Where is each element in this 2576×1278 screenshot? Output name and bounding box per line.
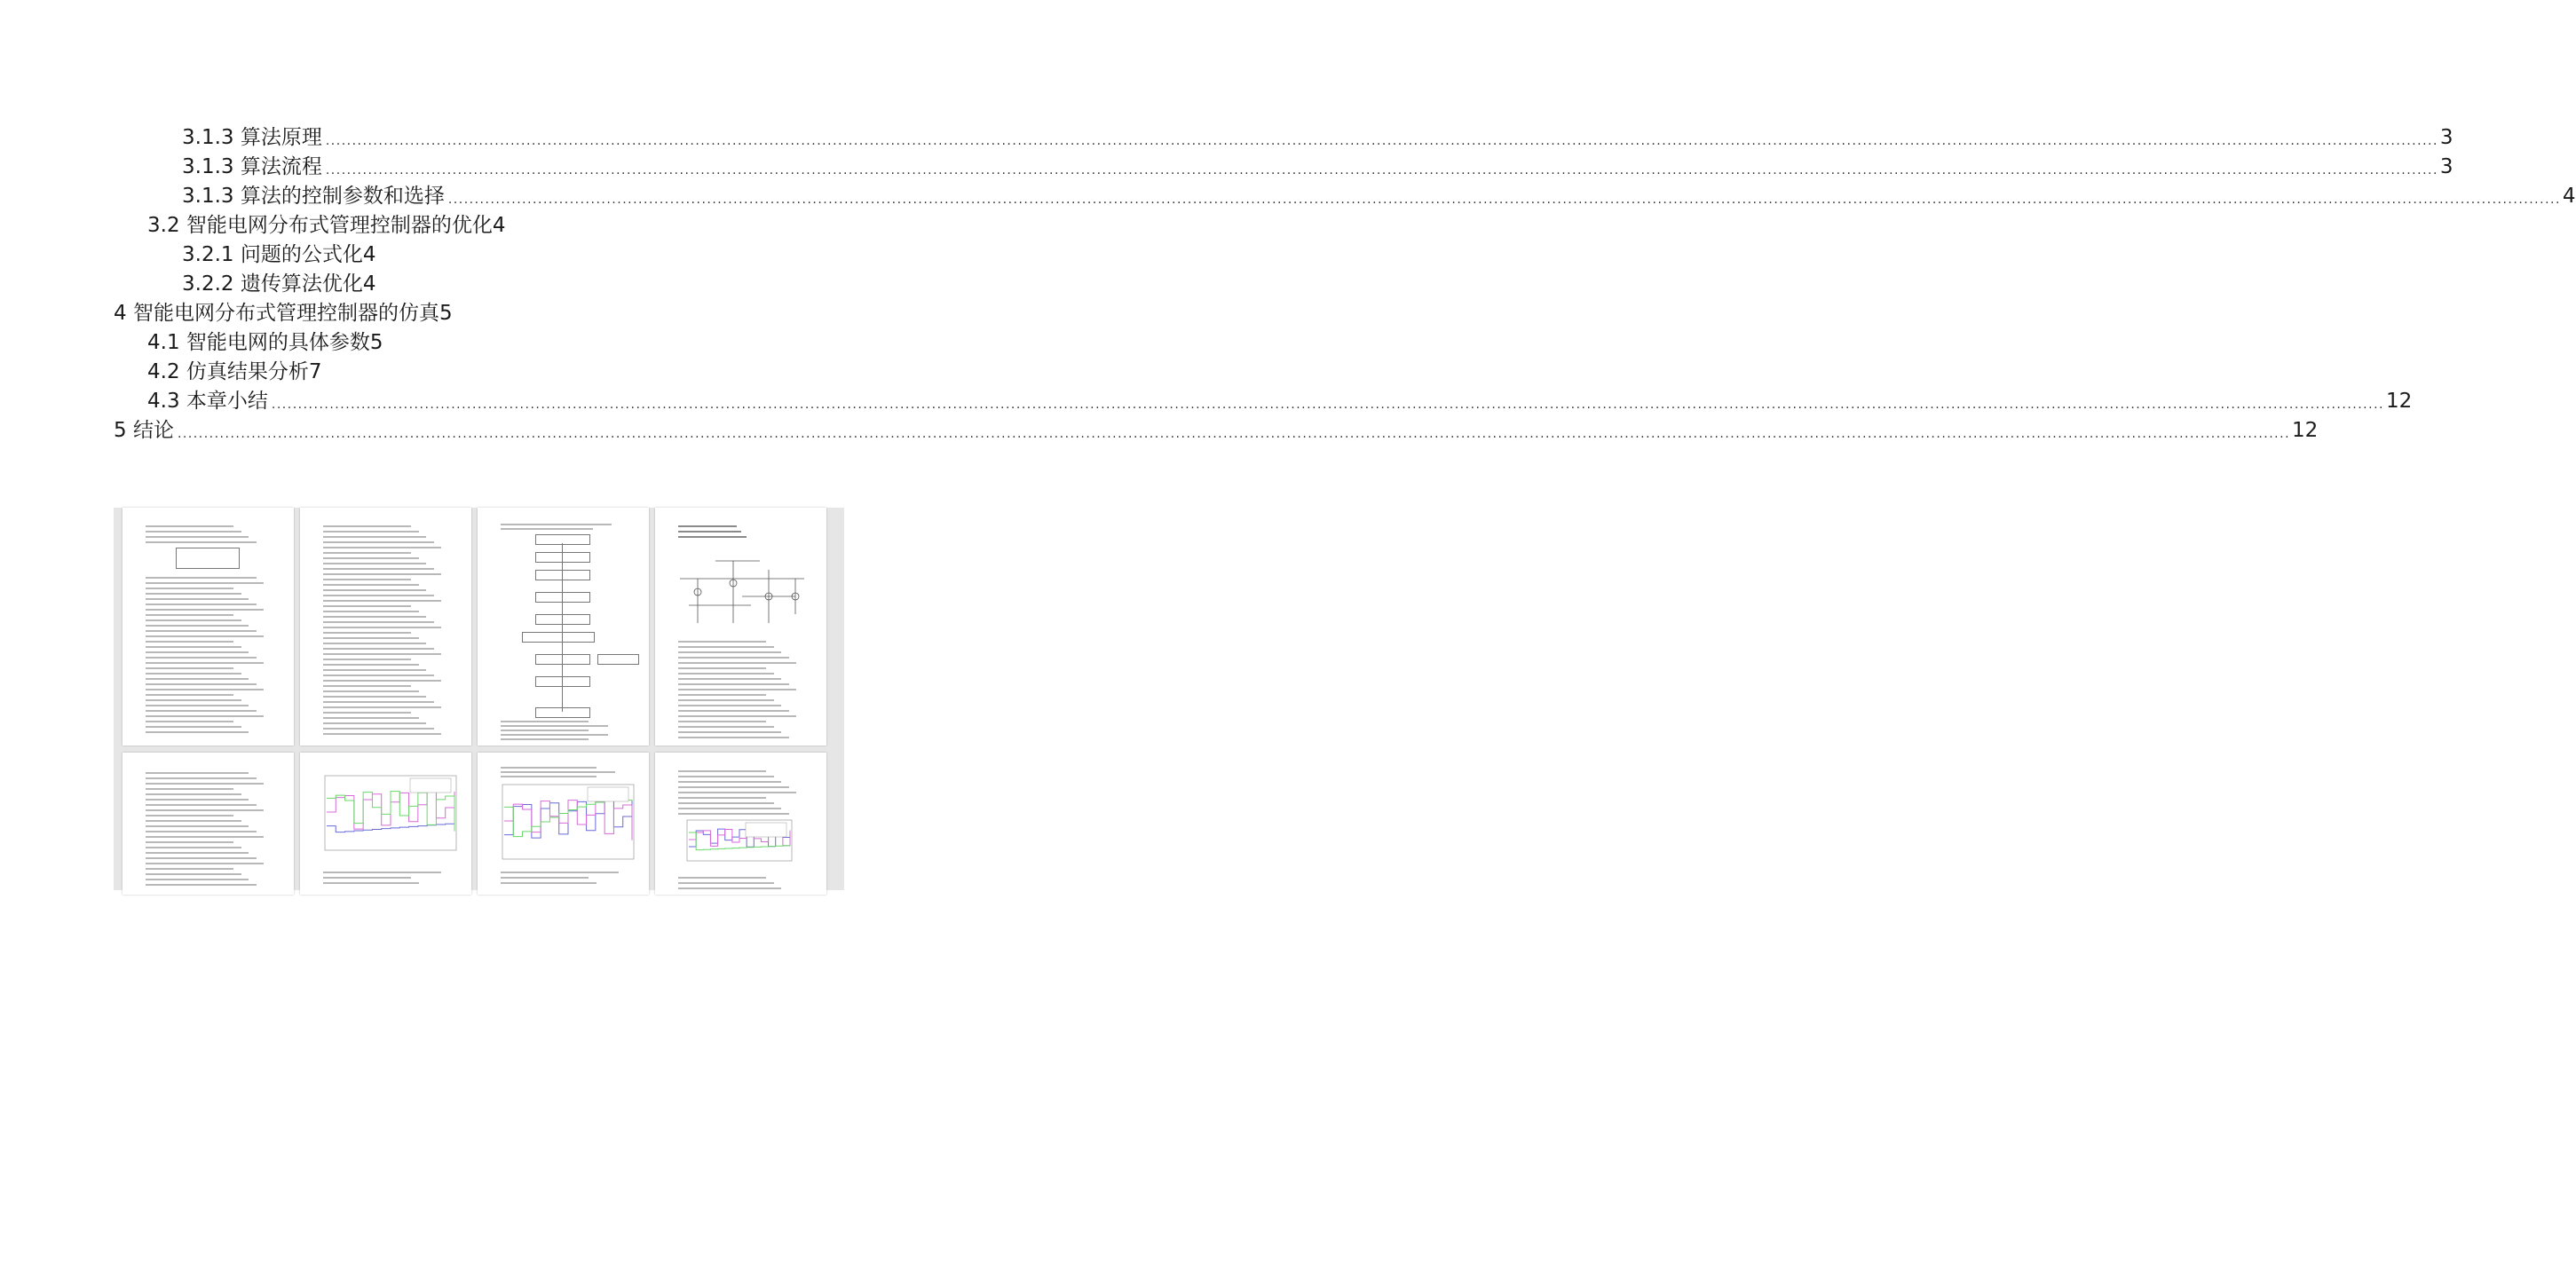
thumb-text-line (678, 646, 774, 648)
toc-entry[interactable] (182, 122, 2454, 153)
thumb-text-line (146, 625, 249, 627)
thumb-flow-connector (562, 543, 563, 712)
thumb-text-line (146, 868, 233, 870)
thumb-text-line (323, 579, 411, 580)
thumb-text-line (323, 595, 434, 596)
thumb-chart-legend (746, 823, 786, 837)
thumb-text-line (678, 641, 766, 643)
thumb-text-line (323, 632, 411, 634)
thumb-flow-box (535, 592, 590, 603)
thumb-text-line (146, 884, 257, 886)
thumb-text-line (146, 857, 257, 859)
thumb-text-line (501, 730, 589, 731)
thumb-text-line (146, 710, 257, 712)
thumb-text-line (323, 680, 441, 682)
thumb-text-line (678, 776, 774, 777)
toc-entry-label: 4 智能电网分布式管理控制器的仿真5 (114, 302, 453, 325)
thumb-text-line (146, 731, 249, 733)
thumb-flow-box (535, 654, 590, 665)
thumb-text-line (678, 651, 781, 653)
thumb-text-line (323, 733, 441, 735)
thumb-text-line (323, 722, 426, 724)
toc-leader-dots: ................................................................................................................................................................................................................................................................................................................................................................................................................ (325, 163, 2438, 178)
thumb-text-line (678, 786, 789, 788)
page-thumb-8[interactable] (655, 753, 826, 895)
thumb-text-line (146, 831, 257, 832)
toc-page-number: 3 (2439, 126, 2454, 149)
thumb-text-line (323, 659, 411, 660)
toc-entry-label: 5 结论 (114, 419, 174, 442)
thumb-text-line (323, 557, 419, 559)
thumb-text-line (146, 825, 249, 827)
thumb-text-line (146, 783, 264, 785)
thumb-text-line (323, 605, 411, 607)
thumb-text-line (146, 593, 241, 595)
thumb-text-line (678, 657, 789, 659)
thumb-text-line (146, 836, 264, 838)
thumb-text-line (146, 772, 249, 774)
thumb-text-line (678, 781, 781, 783)
toc-entry-label: 3.1.3 算法流程 (182, 155, 322, 178)
thumb-flow-box (522, 632, 595, 643)
thumb-text-line (146, 598, 249, 600)
toc-entry[interactable] (114, 415, 2319, 446)
thumb-text-line (323, 696, 426, 698)
thumb-text-line (146, 726, 241, 728)
toc-entry-label: 3.2.2 遗传算法优化4 (182, 272, 376, 296)
thumb-text-line (678, 797, 766, 799)
toc-page-number: 3 (2439, 155, 2454, 178)
thumb-text-line (146, 604, 257, 605)
thumb-chart-legend (588, 787, 628, 801)
thumb-text-line (146, 651, 249, 653)
thumb-text-line (146, 841, 233, 843)
thumb-text-line (678, 710, 789, 712)
thumb-text-line (146, 673, 241, 674)
thumb-text-line (678, 694, 766, 696)
thumb-text-line (678, 808, 781, 809)
thumb-text-line (323, 616, 426, 618)
thumb-text-line (323, 882, 419, 884)
thumb-text-line (501, 872, 619, 873)
thumb-text-line (146, 541, 257, 543)
thumb-text-line (678, 673, 774, 674)
page-thumb-2[interactable] (300, 508, 471, 746)
toc-page-number: 12 (2385, 390, 2413, 413)
thumb-text-line (146, 683, 257, 685)
thumb-text-line (323, 706, 441, 708)
thumb-text-line (146, 657, 257, 659)
thumb-text-line (146, 820, 241, 822)
thumb-text-line (323, 531, 419, 532)
toc-entry-label: 4.2 仿真结果分析7 (147, 360, 322, 383)
thumb-text-line (501, 528, 593, 530)
toc-entry[interactable] (182, 152, 2454, 182)
thumb-text-line (146, 609, 264, 611)
thumb-text-line (678, 802, 774, 804)
toc-entry[interactable] (182, 181, 2576, 211)
page-thumb-6[interactable] (300, 753, 471, 895)
thumb-text-line (323, 717, 419, 719)
thumb-text-line (146, 635, 264, 637)
thumb-text-line (501, 524, 612, 525)
thumb-text-line (678, 531, 741, 532)
thumb-text-line (323, 712, 411, 714)
thumb-text-line (678, 721, 766, 722)
thumb-text-line (323, 611, 419, 612)
thumb-flow-box (535, 676, 590, 687)
thumb-text-line (678, 699, 774, 701)
thumb-flow-box (535, 552, 590, 563)
toc-entry-label: 3.2.1 问题的公式化4 (182, 243, 376, 266)
thumb-text-line (323, 728, 434, 730)
thumb-text-line (146, 536, 249, 538)
thumb-text-line (678, 792, 796, 793)
thumb-text-line (146, 630, 257, 632)
thumb-text-line (678, 536, 747, 538)
toc-entry[interactable] (182, 240, 375, 270)
thumb-text-line (323, 637, 419, 639)
page-thumb-5[interactable] (122, 753, 294, 895)
thumb-text-line (323, 701, 434, 703)
thumb-diagram (176, 548, 240, 569)
thumb-text-line (323, 877, 411, 879)
thumb-text-line (323, 552, 411, 554)
thumb-text-line (501, 882, 597, 884)
toc-entry-label: 3.1.3 算法的控制参数和选择 (182, 185, 445, 208)
toc-leader-dots: ................................................................................................................................................................................................................................................................................................................................................................................................................ (177, 427, 2291, 441)
thumb-text-line (323, 600, 441, 602)
thumb-text-line (146, 815, 233, 816)
thumb-text-line (501, 721, 589, 722)
thumb-text-line (678, 726, 774, 728)
thumb-text-line (678, 737, 789, 738)
thumb-text-line (323, 563, 426, 564)
thumb-text-line (501, 877, 589, 879)
page-thumb-3[interactable] (478, 508, 649, 746)
thumb-text-line (146, 662, 264, 664)
thumb-text-line (678, 877, 766, 879)
thumb-text-line (323, 584, 419, 586)
thumb-text-line (323, 589, 426, 591)
thumb-text-line (323, 621, 434, 623)
thumb-text-line (146, 847, 241, 848)
thumb-text-line (323, 573, 441, 575)
toc-entry[interactable] (182, 269, 375, 299)
thumb-text-line (146, 863, 264, 864)
thumb-text-line (323, 685, 411, 687)
thumb-text-line (146, 705, 249, 706)
thumb-text-line (146, 809, 264, 811)
thumb-text-line (146, 799, 249, 801)
page-thumb-7[interactable] (478, 753, 649, 895)
thumb-flow-box (597, 654, 639, 665)
thumb-text-line (146, 641, 233, 643)
thumb-text-line (501, 725, 608, 727)
thumb-text-line (323, 664, 419, 666)
toc-leader-dots: ................................................................................................................................................................................................................................................................................................................................................................................................................ (271, 398, 2384, 412)
thumb-text-line (146, 588, 233, 589)
toc-entry[interactable] (147, 327, 383, 358)
toc-entry-label: 3.2 智能电网分布式管理控制器的优化4 (147, 214, 506, 237)
thumb-text-line (146, 804, 257, 806)
thumb-text-line (146, 715, 264, 717)
toc-entry-label: 4.1 智能电网的具体参数5 (147, 331, 383, 354)
thumb-text-line (678, 888, 781, 889)
thumb-text-line (146, 646, 241, 648)
thumb-text-line (323, 674, 434, 676)
thumb-text-line (323, 872, 441, 873)
thumb-text-line (146, 793, 241, 795)
thumb-text-line (146, 689, 264, 690)
toc-entry[interactable] (147, 386, 2413, 416)
thumb-text-line (323, 653, 441, 655)
thumb-text-line (146, 873, 241, 875)
thumb-text-line (501, 776, 597, 777)
thumb-text-line (678, 715, 796, 717)
thumb-text-line (146, 879, 249, 880)
thumb-text-line (146, 667, 233, 669)
thumb-text-line (678, 705, 781, 706)
thumb-text-line (323, 541, 434, 543)
thumb-text-line (323, 643, 426, 644)
thumb-text-line (501, 738, 589, 740)
thumb-text-line (678, 678, 781, 680)
toc-leader-dots: ................................................................................................................................................................................................................................................................................................................................................................................................................ (447, 193, 2561, 207)
toc-entry-label: 3.1.3 算法原理 (182, 126, 322, 149)
thumb-flow-box (535, 707, 590, 718)
toc-page-number: 12 (2292, 419, 2319, 442)
thumb-text-line (678, 683, 789, 685)
thumb-text-line (323, 536, 426, 538)
toc-leader-dots: ................................................................................................................................................................................................................................................................................................................................................................................................................ (325, 134, 2438, 148)
thumb-text-line (146, 852, 249, 854)
thumb-text-line (501, 734, 608, 736)
thumb-text-line (146, 531, 241, 532)
thumb-text-line (146, 788, 233, 790)
page-thumbnails (114, 508, 844, 890)
page-thumb-1[interactable] (122, 508, 294, 746)
thumb-text-line (323, 547, 441, 548)
toc-page-number: 4 (2562, 185, 2576, 208)
toc-entry[interactable] (114, 298, 453, 328)
thumb-text-line (501, 771, 615, 773)
thumb-text-line (146, 582, 264, 584)
thumb-text-line (146, 694, 233, 696)
thumb-text-line (146, 525, 233, 527)
thumb-text-line (678, 813, 789, 815)
page-thumb-4[interactable] (655, 508, 826, 746)
thumb-text-line (678, 662, 796, 664)
thumb-text-line (678, 689, 796, 690)
thumb-text-line (146, 614, 233, 616)
thumb-text-line (323, 568, 434, 570)
thumb-text-line (146, 699, 241, 701)
thumb-text-line (146, 777, 257, 779)
thumb-text-line (678, 667, 766, 669)
thumb-flow-box (535, 570, 590, 580)
thumb-flow-box (535, 614, 590, 625)
thumb-text-line (146, 619, 241, 621)
thumb-text-line (146, 577, 257, 579)
toc-entry[interactable] (147, 210, 506, 241)
thumb-text-line (323, 690, 419, 692)
thumb-circuit-diagram (662, 543, 822, 632)
thumb-text-line (323, 648, 434, 650)
thumb-text-line (678, 882, 774, 884)
thumb-text-line (323, 627, 441, 628)
thumb-text-line (678, 731, 781, 733)
toc-entry[interactable] (147, 357, 322, 387)
thumb-chart (495, 781, 637, 870)
thumb-flow-box (535, 534, 590, 545)
thumb-text-line (678, 770, 766, 772)
thumb-chart (318, 772, 460, 861)
thumb-text-line (146, 721, 233, 722)
toc-entry-label: 4.3 本章小结 (147, 390, 268, 413)
thumb-chart (680, 816, 795, 872)
thumb-text-line (146, 678, 249, 680)
thumb-text-line (501, 767, 597, 769)
thumb-text-line (678, 525, 737, 527)
thumb-text-line (323, 669, 426, 671)
thumb-text-line (323, 525, 411, 527)
thumb-chart-legend (410, 778, 451, 793)
